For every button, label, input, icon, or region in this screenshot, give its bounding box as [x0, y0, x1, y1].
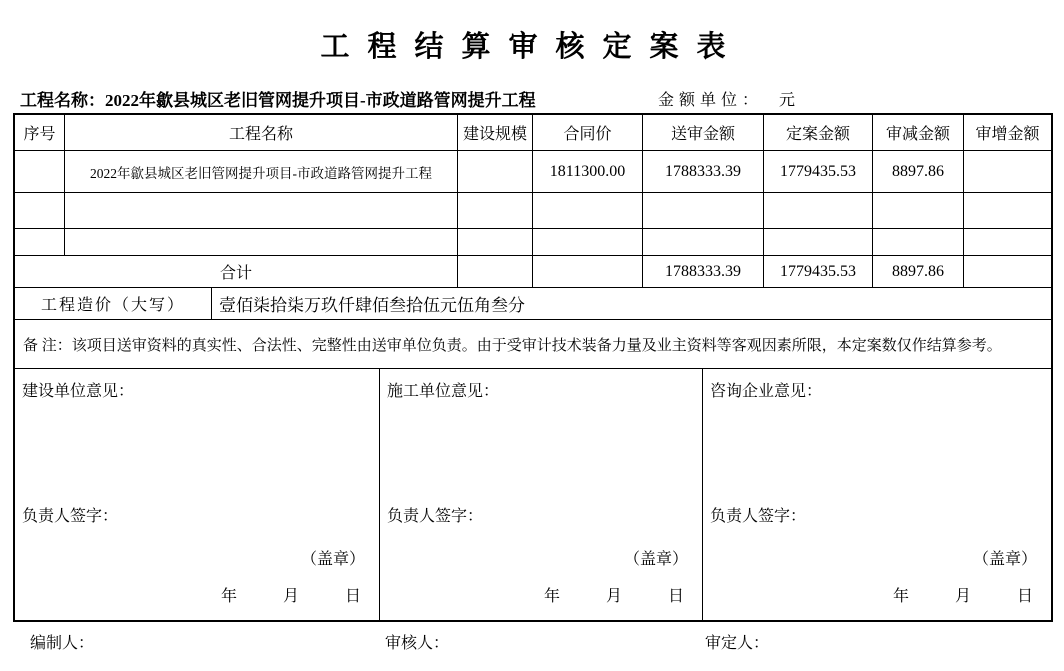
cell-finalized-amount-row3	[764, 229, 873, 255]
cell-finalized-amount-row1: 1779435.53	[764, 151, 873, 192]
cell-build-scale-row2	[458, 193, 533, 228]
cell-increased-amount-row1	[964, 151, 1051, 192]
header-project-name: 工程名称	[65, 115, 458, 150]
owner-sign-label: 负责人签字：	[22, 508, 119, 525]
cell-submitted-amount-row3	[643, 229, 764, 255]
header-contract-price: 合同价	[533, 115, 643, 150]
total-build-scale	[458, 256, 533, 287]
cell-contract-price-row3	[533, 229, 643, 255]
owner-opinion-label: 建设单位意见：	[22, 383, 135, 400]
remark-text: 备 注：该项目送审资料的真实性、合法性、完整性由送审单位负责。由于受审计技术装备力量及业主资料等客观因素所限，本定案数仅作结算参考。	[23, 337, 1002, 354]
cell-project-name-row3	[65, 229, 458, 255]
total-finalized-amount: 1779435.53	[764, 256, 873, 287]
header-seq: 序号	[15, 115, 65, 150]
header-finalized-amount: 定案金额	[764, 115, 873, 150]
header-build-scale: 建设规模	[458, 115, 533, 150]
owner-opinion-cell	[15, 369, 380, 620]
page-title: 工程结算审核定案表	[320, 31, 744, 63]
audit-table	[13, 113, 1053, 622]
cell-contract-price-row2	[533, 193, 643, 228]
amount-in-words-row	[15, 288, 1051, 320]
total-increased-amount	[964, 256, 1051, 287]
total-contract-price	[533, 256, 643, 287]
amount-in-words-label: 工程造价（大写）	[15, 288, 212, 319]
cell-project-name-row1: 2022年歙县城区老旧管网提升项目-市政道路管网提升工程	[65, 151, 458, 192]
cell-reduced-amount-row2	[873, 193, 964, 228]
cell-submitted-amount-row1: 1788333.39	[643, 151, 764, 192]
amount-unit-label: 金额单位：	[658, 92, 764, 109]
approver-label: 审定人：	[705, 635, 770, 652]
preparer-label: 编制人：	[30, 635, 95, 652]
cell-project-name-row2	[65, 193, 458, 228]
contractor-sign-label: 负责人签字：	[387, 508, 484, 525]
consultant-sign-label: 负责人签字：	[710, 508, 807, 525]
total-reduced-amount: 8897.86	[873, 256, 964, 287]
cell-build-scale-row3	[458, 229, 533, 255]
year-label: 年	[220, 588, 237, 605]
opinions-row	[15, 369, 1051, 620]
amount-unit	[658, 87, 795, 110]
day-label: 日	[1016, 588, 1033, 605]
cell-reduced-amount-row1: 8897.86	[873, 151, 964, 192]
year-label: 年	[543, 588, 560, 605]
reviewer-label: 审核人：	[385, 635, 450, 652]
cell-increased-amount-row2	[964, 193, 1051, 228]
consultant-seal-label: （盖章）	[972, 551, 1037, 568]
header-reduced-amount: 审减金额	[873, 115, 964, 150]
month-label: 月	[954, 588, 971, 605]
table-row	[15, 151, 1051, 193]
day-label: 日	[667, 588, 684, 605]
cell-seq-row3	[15, 229, 65, 255]
contractor-opinion-cell	[380, 369, 703, 620]
cell-increased-amount-row3	[964, 229, 1051, 255]
total-submitted-amount: 1788333.39	[643, 256, 764, 287]
header-submitted-amount: 送审金额	[643, 115, 764, 150]
table-row	[15, 193, 1051, 229]
amount-unit-value: 元	[779, 92, 796, 109]
month-label: 月	[605, 588, 622, 605]
owner-seal-label: （盖章）	[300, 551, 365, 568]
cell-seq-row2	[15, 193, 65, 228]
table-row	[15, 229, 1051, 256]
consultant-date-line	[893, 583, 1033, 606]
cell-finalized-amount-row2	[764, 193, 873, 228]
consultant-opinion-label: 咨询企业意见：	[710, 383, 823, 400]
total-label: 合计	[15, 256, 458, 287]
consultant-opinion-cell	[703, 369, 1051, 620]
table-header-row	[15, 115, 1051, 151]
total-row	[15, 256, 1051, 288]
day-label: 日	[344, 588, 361, 605]
month-label: 月	[282, 588, 299, 605]
meta-line	[20, 86, 1050, 108]
owner-date-line	[221, 583, 361, 606]
contractor-opinion-label: 施工单位意见：	[387, 383, 500, 400]
cell-submitted-amount-row2	[643, 193, 764, 228]
cell-build-scale-row1	[458, 151, 533, 192]
amount-in-words-value: 壹佰柒拾柒万玖仟肆佰叁拾伍元伍角叁分	[219, 296, 525, 315]
cell-seq-row1	[15, 151, 65, 192]
header-increased-amount: 审增金额	[975, 126, 1040, 143]
year-label: 年	[892, 588, 909, 605]
contractor-seal-label: （盖章）	[623, 551, 688, 568]
cell-contract-price-row1: 1811300.00	[533, 151, 643, 192]
contractor-date-line	[544, 583, 684, 606]
remark-row	[15, 320, 1051, 369]
cell-reduced-amount-row3	[873, 229, 964, 255]
project-name-label: 工程名称：2022年歙县城区老旧管网提升项目-市政道路管网提升工程	[20, 91, 536, 110]
